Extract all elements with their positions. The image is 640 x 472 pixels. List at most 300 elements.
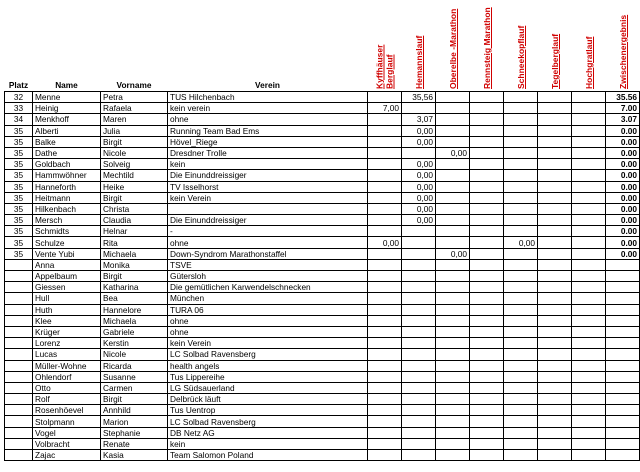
header-name: Name	[55, 80, 78, 90]
cell-event-6	[538, 248, 572, 259]
cell-name: Alberti	[33, 125, 101, 136]
table-row	[5, 382, 640, 393]
cell-event-2	[402, 416, 436, 427]
cell-event-2	[402, 103, 436, 114]
cell-event-4	[470, 394, 504, 405]
cell-event-5	[504, 215, 538, 226]
cell-event-1	[368, 282, 402, 293]
cell-name: Menkhoff	[33, 114, 101, 125]
cell-platz: 35	[5, 170, 33, 181]
cell-event-4	[470, 349, 504, 360]
cell-event-1	[368, 438, 402, 449]
cell-vorname: Michaela	[101, 315, 168, 326]
cell-event-1	[368, 394, 402, 405]
cell-verein: Down-Syndrom Marathonstaffel	[168, 248, 368, 259]
cell-event-2: 3,07	[402, 114, 436, 125]
cell-event-4	[470, 226, 504, 237]
cell-event-4	[470, 282, 504, 293]
cell-event-2	[402, 394, 436, 405]
cell-event-2: 0,00	[402, 159, 436, 170]
cell-event-6	[538, 215, 572, 226]
cell-event-1	[368, 248, 402, 259]
table-row	[5, 438, 640, 449]
cell-platz: 32	[5, 92, 33, 103]
header-event-6-label: Tegelberglauf	[549, 33, 560, 89]
cell-platz: 33	[5, 103, 33, 114]
cell-event-5	[504, 338, 538, 349]
cell-event-2: 0,00	[402, 203, 436, 214]
header-event-1-line1: Kyffhäuser	[374, 44, 384, 89]
cell-event-7	[572, 360, 606, 371]
cell-event-7	[572, 181, 606, 192]
cell-event-6	[538, 304, 572, 315]
cell-event-3	[436, 92, 470, 103]
header-event-3	[436, 4, 470, 92]
cell-verein: Die Einunddreissiger	[168, 215, 368, 226]
cell-event-2: 0,00	[402, 215, 436, 226]
table-row	[5, 371, 640, 382]
cell-name: Volbracht	[33, 438, 101, 449]
table-row	[5, 215, 640, 226]
cell-event-4	[470, 181, 504, 192]
cell-total	[606, 349, 640, 360]
cell-platz: 35	[5, 125, 33, 136]
cell-platz: 35	[5, 159, 33, 170]
cell-event-4	[470, 136, 504, 147]
cell-event-3	[436, 304, 470, 315]
cell-total: 0.00	[606, 192, 640, 203]
cell-event-1	[368, 271, 402, 282]
cell-event-2: 0,00	[402, 170, 436, 181]
cell-name: Rosenhöevel	[33, 405, 101, 416]
cell-event-3	[436, 315, 470, 326]
cell-event-2	[402, 360, 436, 371]
cell-total	[606, 450, 640, 461]
cell-event-4	[470, 450, 504, 461]
table-row	[5, 360, 640, 371]
cell-vorname: Gabriele	[101, 326, 168, 337]
cell-event-1	[368, 405, 402, 416]
cell-event-3	[436, 203, 470, 214]
header-event-8	[606, 4, 640, 92]
cell-event-1: 0,00	[368, 237, 402, 248]
cell-verein: LG Südsauerland	[168, 382, 368, 393]
cell-event-7	[572, 237, 606, 248]
header-vorname: Vorname	[116, 80, 152, 90]
cell-event-1	[368, 326, 402, 337]
table-row	[5, 203, 640, 214]
cell-name: Vogel	[33, 427, 101, 438]
cell-verein: ohne	[168, 114, 368, 125]
cell-platz	[5, 293, 33, 304]
cell-event-1	[368, 92, 402, 103]
cell-event-2	[402, 226, 436, 237]
cell-event-5	[504, 136, 538, 147]
cell-event-4	[470, 338, 504, 349]
cell-event-7	[572, 427, 606, 438]
cell-vorname: Rita	[101, 237, 168, 248]
header-event-8-label: Zwischenergebnis	[617, 14, 628, 89]
cell-name: Mersch	[33, 215, 101, 226]
cell-total	[606, 371, 640, 382]
cell-vorname: Birgit	[101, 192, 168, 203]
cell-event-5	[504, 360, 538, 371]
header-event-4	[470, 4, 504, 92]
cell-event-5	[504, 416, 538, 427]
results-sheet	[4, 4, 640, 461]
cell-event-2	[402, 427, 436, 438]
cell-event-5	[504, 315, 538, 326]
cell-vorname: Kerstin	[101, 338, 168, 349]
results-table	[4, 4, 640, 461]
cell-event-7	[572, 293, 606, 304]
cell-event-6	[538, 371, 572, 382]
cell-event-7	[572, 192, 606, 203]
cell-event-7	[572, 304, 606, 315]
table-row	[5, 125, 640, 136]
cell-event-3	[436, 271, 470, 282]
cell-event-7	[572, 394, 606, 405]
cell-platz	[5, 338, 33, 349]
cell-verein: TV Isselhorst	[168, 181, 368, 192]
table-row	[5, 405, 640, 416]
cell-event-7	[572, 315, 606, 326]
cell-event-7	[572, 136, 606, 147]
cell-total	[606, 271, 640, 282]
cell-event-5	[504, 450, 538, 461]
cell-total	[606, 416, 640, 427]
cell-event-4	[470, 248, 504, 259]
cell-platz	[5, 349, 33, 360]
cell-vorname: Helnar	[101, 226, 168, 237]
cell-total	[606, 304, 640, 315]
cell-event-2: 35,56	[402, 92, 436, 103]
cell-event-1	[368, 259, 402, 270]
cell-event-1	[368, 360, 402, 371]
cell-verein: LC Solbad Ravensberg	[168, 416, 368, 427]
cell-event-2	[402, 405, 436, 416]
cell-event-1	[368, 215, 402, 226]
header-event-2-label: Hemannslauf	[413, 35, 424, 89]
cell-verein: TSVE	[168, 259, 368, 270]
cell-event-1	[368, 304, 402, 315]
cell-verein: -	[168, 226, 368, 237]
cell-event-3	[436, 349, 470, 360]
cell-event-1	[368, 315, 402, 326]
cell-event-7	[572, 114, 606, 125]
table-row	[5, 248, 640, 259]
header-event-5-label: Schneekopflauf	[515, 25, 526, 89]
table-row	[5, 304, 640, 315]
cell-verein: Die Einunddreissiger	[168, 170, 368, 181]
table-row	[5, 326, 640, 337]
cell-event-2	[402, 271, 436, 282]
cell-verein: kein Verein	[168, 192, 368, 203]
cell-event-5	[504, 170, 538, 181]
cell-verein: kein Verein	[168, 338, 368, 349]
cell-event-2	[402, 371, 436, 382]
cell-name: Müller-Wohne	[33, 360, 101, 371]
cell-vorname: Rafaela	[101, 103, 168, 114]
cell-total: 0.00	[606, 147, 640, 158]
cell-event-4	[470, 382, 504, 393]
cell-total: 0.00	[606, 237, 640, 248]
cell-total: 0.00	[606, 248, 640, 259]
cell-total	[606, 326, 640, 337]
cell-event-3	[436, 237, 470, 248]
cell-event-1	[368, 170, 402, 181]
cell-platz	[5, 259, 33, 270]
cell-name: Otto	[33, 382, 101, 393]
cell-total	[606, 360, 640, 371]
cell-event-5	[504, 103, 538, 114]
cell-name: Schulze	[33, 237, 101, 248]
cell-platz: 35	[5, 237, 33, 248]
cell-event-4	[470, 271, 504, 282]
cell-event-3	[436, 382, 470, 393]
table-row	[5, 349, 640, 360]
cell-event-7	[572, 147, 606, 158]
cell-event-7	[572, 338, 606, 349]
cell-total	[606, 394, 640, 405]
table-row	[5, 259, 640, 270]
table-row	[5, 394, 640, 405]
cell-event-7	[572, 349, 606, 360]
cell-event-6	[538, 282, 572, 293]
cell-vorname: Maren	[101, 114, 168, 125]
cell-event-1	[368, 147, 402, 158]
cell-event-4	[470, 114, 504, 125]
cell-total	[606, 338, 640, 349]
cell-verein: kein	[168, 438, 368, 449]
cell-event-3	[436, 282, 470, 293]
cell-platz	[5, 394, 33, 405]
cell-platz: 34	[5, 114, 33, 125]
cell-event-4	[470, 315, 504, 326]
cell-vorname: Nicole	[101, 349, 168, 360]
cell-event-5	[504, 114, 538, 125]
cell-vorname: Hannelore	[101, 304, 168, 315]
cell-event-7	[572, 405, 606, 416]
cell-event-5	[504, 293, 538, 304]
table-row	[5, 237, 640, 248]
cell-total: 0.00	[606, 215, 640, 226]
cell-name: Zajac	[33, 450, 101, 461]
cell-event-4	[470, 427, 504, 438]
cell-event-6	[538, 438, 572, 449]
cell-event-7	[572, 438, 606, 449]
cell-verein: health angels	[168, 360, 368, 371]
cell-event-4	[470, 360, 504, 371]
cell-event-4	[470, 215, 504, 226]
table-row	[5, 103, 640, 114]
cell-event-1	[368, 181, 402, 192]
cell-event-7	[572, 371, 606, 382]
table-row	[5, 315, 640, 326]
cell-event-5	[504, 382, 538, 393]
cell-event-5: 0,00	[504, 237, 538, 248]
cell-verein: TUS Hilchenbach	[168, 92, 368, 103]
cell-event-3	[436, 450, 470, 461]
cell-event-6	[538, 271, 572, 282]
cell-platz: 35	[5, 248, 33, 259]
cell-event-5	[504, 349, 538, 360]
cell-event-6	[538, 293, 572, 304]
cell-vorname: Birgit	[101, 136, 168, 147]
cell-platz	[5, 282, 33, 293]
cell-event-3	[436, 125, 470, 136]
cell-event-5	[504, 259, 538, 270]
cell-event-3	[436, 136, 470, 147]
cell-event-1	[368, 136, 402, 147]
cell-event-5	[504, 394, 538, 405]
cell-vorname: Claudia	[101, 215, 168, 226]
cell-name: Stolpmann	[33, 416, 101, 427]
table-row	[5, 416, 640, 427]
cell-vorname: Marion	[101, 416, 168, 427]
cell-name: Anna	[33, 259, 101, 270]
cell-event-7	[572, 103, 606, 114]
cell-name: Krüger	[33, 326, 101, 337]
cell-event-2	[402, 248, 436, 259]
cell-name: Lucas	[33, 349, 101, 360]
cell-event-5	[504, 304, 538, 315]
cell-verein: Tus Uentrop	[168, 405, 368, 416]
table-row	[5, 338, 640, 349]
cell-verein: DB Netz AG	[168, 427, 368, 438]
cell-event-7	[572, 125, 606, 136]
cell-platz: 35	[5, 181, 33, 192]
cell-event-7	[572, 248, 606, 259]
cell-vorname: Annhild	[101, 405, 168, 416]
table-row	[5, 427, 640, 438]
cell-event-5	[504, 438, 538, 449]
cell-event-7	[572, 159, 606, 170]
cell-total: 0.00	[606, 170, 640, 181]
cell-total	[606, 259, 640, 270]
table-row	[5, 192, 640, 203]
cell-platz	[5, 405, 33, 416]
cell-event-3	[436, 215, 470, 226]
table-row	[5, 226, 640, 237]
cell-event-3: 0,00	[436, 248, 470, 259]
cell-event-2	[402, 147, 436, 158]
cell-event-6	[538, 315, 572, 326]
cell-event-5	[504, 282, 538, 293]
header-event-7-label: Hochgratlauf	[583, 36, 594, 89]
cell-event-6	[538, 360, 572, 371]
cell-vorname: Christa	[101, 203, 168, 214]
header-event-1	[368, 4, 402, 92]
cell-event-2	[402, 349, 436, 360]
cell-platz: 35	[5, 147, 33, 158]
header-event-5	[504, 4, 538, 92]
cell-event-7	[572, 226, 606, 237]
cell-vorname: Solveig	[101, 159, 168, 170]
cell-vorname: Carmen	[101, 382, 168, 393]
cell-event-3	[436, 170, 470, 181]
cell-vorname: Petra	[101, 92, 168, 103]
header-platz: Platz	[8, 80, 29, 90]
cell-event-4	[470, 159, 504, 170]
cell-event-2	[402, 382, 436, 393]
cell-event-4	[470, 192, 504, 203]
header-row	[5, 4, 640, 92]
cell-event-4	[470, 405, 504, 416]
cell-event-3	[436, 293, 470, 304]
cell-event-3	[436, 338, 470, 349]
header-event-7	[572, 4, 606, 92]
cell-event-1	[368, 338, 402, 349]
cell-event-2	[402, 237, 436, 248]
cell-total: 0.00	[606, 181, 640, 192]
cell-vorname: Julia	[101, 125, 168, 136]
cell-name: Hammwöhner	[33, 170, 101, 181]
cell-event-3: 0,00	[436, 147, 470, 158]
cell-verein: Dresdner Trolle	[168, 147, 368, 158]
table-row	[5, 271, 640, 282]
cell-event-6	[538, 92, 572, 103]
cell-event-1	[368, 382, 402, 393]
cell-event-7	[572, 203, 606, 214]
cell-vorname: Susanne	[101, 371, 168, 382]
cell-event-5	[504, 203, 538, 214]
cell-name: Klee	[33, 315, 101, 326]
table-row	[5, 293, 640, 304]
cell-name: Hull	[33, 293, 101, 304]
cell-platz	[5, 326, 33, 337]
table-row	[5, 92, 640, 103]
cell-total: 0.00	[606, 159, 640, 170]
cell-event-6	[538, 450, 572, 461]
cell-event-4	[470, 203, 504, 214]
cell-event-1	[368, 450, 402, 461]
cell-event-1	[368, 114, 402, 125]
cell-total	[606, 382, 640, 393]
table-row	[5, 282, 640, 293]
cell-event-3	[436, 360, 470, 371]
cell-vorname: Birgit	[101, 394, 168, 405]
cell-event-6	[538, 103, 572, 114]
cell-event-1	[368, 416, 402, 427]
cell-vorname: Michaela	[101, 248, 168, 259]
cell-name: Rolf	[33, 394, 101, 405]
cell-event-3	[436, 226, 470, 237]
cell-event-5	[504, 125, 538, 136]
cell-vorname: Monika	[101, 259, 168, 270]
cell-event-2	[402, 304, 436, 315]
cell-event-3	[436, 103, 470, 114]
cell-name: Schmidts	[33, 226, 101, 237]
header-event-4-label: Rennsteig Marathon	[481, 7, 492, 89]
cell-event-6	[538, 394, 572, 405]
table-row	[5, 170, 640, 181]
cell-event-1	[368, 226, 402, 237]
cell-vorname: Stephanie	[101, 427, 168, 438]
cell-platz: 35	[5, 215, 33, 226]
cell-event-4	[470, 147, 504, 158]
cell-verein: München	[168, 293, 368, 304]
table-row	[5, 159, 640, 170]
cell-event-6	[538, 170, 572, 181]
cell-platz: 35	[5, 226, 33, 237]
cell-total: 0.00	[606, 136, 640, 147]
cell-event-1	[368, 125, 402, 136]
cell-total: 0.00	[606, 125, 640, 136]
header-event-3-label: Oberelbe -Marathon	[447, 8, 458, 89]
cell-event-7	[572, 170, 606, 181]
cell-total	[606, 427, 640, 438]
